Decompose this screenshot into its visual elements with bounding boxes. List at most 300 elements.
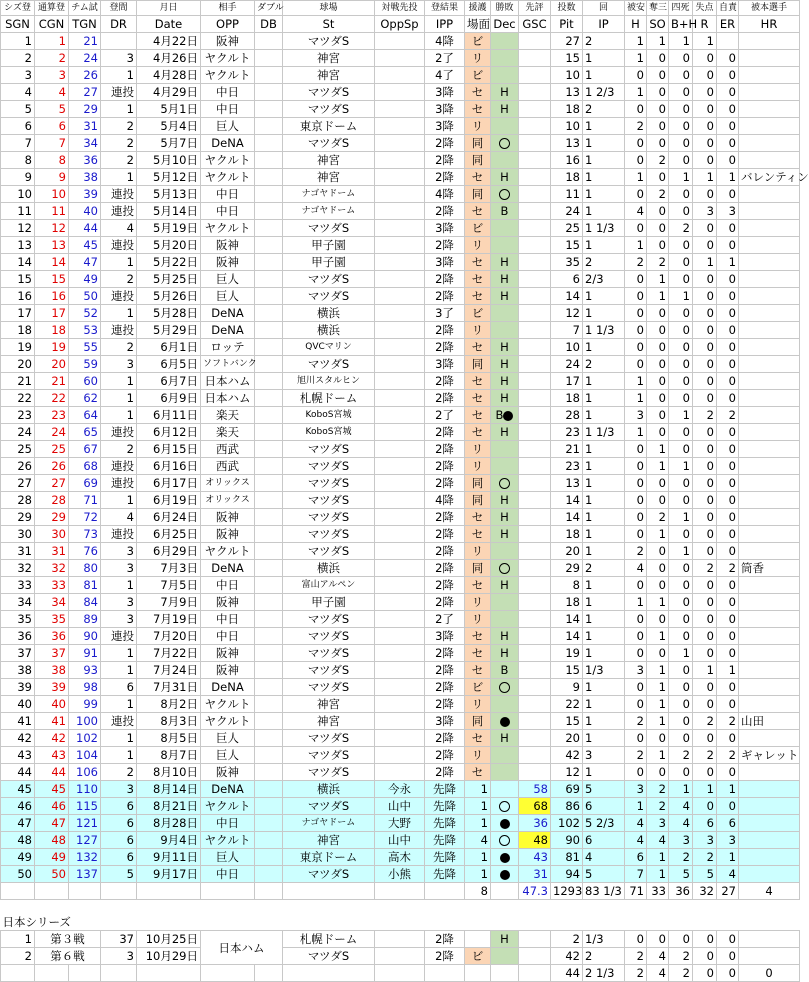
cgn-cell: 13 [35, 237, 69, 254]
ip-cell: 1 [583, 390, 625, 407]
h-cell: 0 [625, 458, 647, 475]
series-stadium: 札幌ドーム [283, 931, 375, 948]
win-mark-icon [499, 138, 510, 149]
pit-cell: 15 [551, 713, 583, 730]
bh-cell: 1 [669, 781, 693, 798]
opp-cell: ヤクルト [201, 169, 255, 186]
db-cell [255, 441, 283, 458]
tgn-cell: 110 [69, 781, 101, 798]
r-cell: 0 [693, 696, 717, 713]
ipp-cell: 2降 [425, 441, 465, 458]
opp-cell: 楽天 [201, 407, 255, 424]
series-er: 0 [717, 948, 739, 965]
series-opp: 日本ハム [201, 931, 283, 965]
oppsp-cell [375, 730, 425, 747]
win-mark-icon [499, 478, 510, 489]
date-cell: 6月17日 [137, 475, 201, 492]
spacer [1, 900, 800, 915]
dec-cell [491, 611, 519, 628]
opp-cell: 阪神 [201, 526, 255, 543]
tgn-cell: 115 [69, 798, 101, 815]
table-row [1, 696, 800, 713]
gsc-cell: 36 [519, 815, 551, 832]
opp-cell: 楽天 [201, 424, 255, 441]
dr-cell: 連投 [101, 322, 137, 339]
bh-cell: 0 [669, 526, 693, 543]
er-cell: 0 [717, 679, 739, 696]
loss-mark-icon [500, 853, 510, 863]
bh-cell: 5 [669, 866, 693, 883]
opp-cell: 中日 [201, 101, 255, 118]
dec-cell: H [491, 373, 519, 390]
ipp-cell: 3降 [425, 118, 465, 135]
cgn-cell: 50 [35, 866, 69, 883]
gsc-cell: 48 [519, 832, 551, 849]
stadium-cell: 東京ドーム [283, 118, 375, 135]
scene-cell: セ [465, 730, 491, 747]
ipp-cell: 2降 [425, 594, 465, 611]
stadium-cell: マツダS [283, 628, 375, 645]
opp-cell: 阪神 [201, 254, 255, 271]
cgn-cell: 17 [35, 305, 69, 322]
hr-cell [739, 696, 800, 713]
h-cell: 4 [625, 203, 647, 220]
table-cell [465, 965, 491, 982]
pit-cell: 35 [551, 254, 583, 271]
loss-mark-icon [500, 717, 510, 727]
cgn-cell: 24 [35, 424, 69, 441]
tgn-cell: 21 [69, 33, 101, 50]
sgn-cell: 24 [1, 424, 35, 441]
pit-cell: 15 [551, 662, 583, 679]
sgn-cell: 9 [1, 169, 35, 186]
h-cell: 3 [625, 407, 647, 424]
cgn-cell: 43 [35, 747, 69, 764]
r-cell: 0 [693, 135, 717, 152]
db-cell [255, 458, 283, 475]
so-cell: 2 [647, 798, 669, 815]
pit-cell: 14 [551, 509, 583, 526]
r-cell: 5 [693, 866, 717, 883]
bh-cell: 1 [669, 288, 693, 305]
sgn-cell: 33 [1, 577, 35, 594]
gsc-cell [519, 254, 551, 271]
stadium-cell: マツダS [283, 271, 375, 288]
tgn-cell: 71 [69, 492, 101, 509]
er-cell: 0 [717, 84, 739, 101]
scene-cell: セ [465, 628, 491, 645]
oppsp-cell [375, 203, 425, 220]
pit-cell: 15 [551, 50, 583, 67]
db-cell [255, 560, 283, 577]
dr-cell: 1 [101, 696, 137, 713]
er-cell: 0 [717, 152, 739, 169]
hr-cell [739, 373, 800, 390]
tgn-cell: 55 [69, 339, 101, 356]
date-cell: 8月3日 [137, 713, 201, 730]
db-cell [255, 679, 283, 696]
gsc-cell [519, 696, 551, 713]
r-cell: 0 [693, 220, 717, 237]
opp-cell: 中日 [201, 186, 255, 203]
ipp-cell: 2降 [425, 645, 465, 662]
series-pit: 2 [551, 931, 583, 948]
oppsp-cell [375, 322, 425, 339]
bh-cell: 0 [669, 101, 693, 118]
sgn-cell: 8 [1, 152, 35, 169]
dr-cell: 1 [101, 169, 137, 186]
db-cell [255, 747, 283, 764]
win-mark-icon [499, 801, 510, 812]
ip-cell: 1 [583, 475, 625, 492]
hr-cell [739, 543, 800, 560]
scene-cell: 同 [465, 186, 491, 203]
scene-cell: リ [465, 237, 491, 254]
stadium-cell: マツダS [283, 798, 375, 815]
ipp-cell: 2降 [425, 662, 465, 679]
table-row [1, 679, 800, 696]
oppsp-cell [375, 441, 425, 458]
ip-cell: 2 [583, 101, 625, 118]
series-total-ip: 2 1/3 [583, 965, 625, 982]
so-cell: 1 [647, 288, 669, 305]
opp-cell: 巨人 [201, 747, 255, 764]
hr-cell [739, 390, 800, 407]
sgn-cell: 21 [1, 373, 35, 390]
oppsp-cell: 小熊 [375, 866, 425, 883]
ipp-cell: 2降 [425, 509, 465, 526]
oppsp-cell [375, 747, 425, 764]
pit-cell: 81 [551, 849, 583, 866]
so-cell: 0 [647, 424, 669, 441]
cgn-cell: 2 [35, 50, 69, 67]
stadium-cell: マツダS [283, 441, 375, 458]
so-cell: 1 [647, 679, 669, 696]
r-cell: 0 [693, 390, 717, 407]
bh-cell: 0 [669, 713, 693, 730]
ipp-cell: 先降 [425, 815, 465, 832]
table-row [1, 832, 800, 849]
ip-cell: 1 [583, 305, 625, 322]
ipp-cell: 3降 [425, 628, 465, 645]
ipp-cell: 2降 [425, 679, 465, 696]
win-mark-icon [499, 682, 510, 693]
cgn-cell: 16 [35, 288, 69, 305]
gsc-cell [519, 288, 551, 305]
sgn-cell: 47 [1, 815, 35, 832]
er-cell: 0 [717, 424, 739, 441]
ip-cell: 1 [583, 373, 625, 390]
hr-cell [739, 832, 800, 849]
ip-cell: 1 [583, 135, 625, 152]
dr-cell: 連投 [101, 526, 137, 543]
dec-cell [491, 713, 519, 730]
scene-cell: ビ [465, 220, 491, 237]
scene-cell: セ [465, 339, 491, 356]
scene-cell: セ [465, 271, 491, 288]
db-cell [255, 220, 283, 237]
h-cell: 0 [625, 305, 647, 322]
header-cell: SO [647, 16, 669, 33]
pit-cell: 20 [551, 543, 583, 560]
tgn-cell: 59 [69, 356, 101, 373]
series-row [1, 948, 800, 965]
bh-cell: 0 [669, 271, 693, 288]
hr-cell [739, 628, 800, 645]
h-cell: 0 [625, 288, 647, 305]
h-cell: 0 [625, 628, 647, 645]
h-cell: 0 [625, 356, 647, 373]
tgn-cell: 60 [69, 373, 101, 390]
header-cell: 被本選手 [739, 1, 800, 16]
db-cell [255, 254, 283, 271]
scene-cell: セ [465, 526, 491, 543]
r-cell: 0 [693, 424, 717, 441]
ip-cell: 1 [583, 526, 625, 543]
ip-cell: 1 [583, 645, 625, 662]
gsc-cell [519, 424, 551, 441]
bh-cell: 0 [669, 424, 693, 441]
so-cell: 0 [647, 475, 669, 492]
hr-cell [739, 288, 800, 305]
cgn-cell: 5 [35, 101, 69, 118]
so-cell: 0 [647, 220, 669, 237]
ipp-cell: 2了 [425, 407, 465, 424]
so-cell: 0 [647, 322, 669, 339]
dec-cell [491, 322, 519, 339]
gsc-cell [519, 543, 551, 560]
h-cell: 0 [625, 509, 647, 526]
so-cell: 1 [647, 33, 669, 50]
date-cell: 9月11日 [137, 849, 201, 866]
cgn-cell: 47 [35, 815, 69, 832]
gsc-cell [519, 50, 551, 67]
r-cell: 0 [693, 798, 717, 815]
ip-cell: 5 [583, 781, 625, 798]
ipp-cell: 2降 [425, 203, 465, 220]
date-cell: 9月4日 [137, 832, 201, 849]
loss-mark-icon [500, 870, 510, 880]
ip-cell: 5 2/3 [583, 815, 625, 832]
db-cell [255, 594, 283, 611]
er-cell: 0 [717, 305, 739, 322]
stadium-cell: マツダS [283, 764, 375, 781]
r-cell: 0 [693, 271, 717, 288]
table-row [1, 135, 800, 152]
totals-row [1, 883, 800, 900]
bh-cell: 1 [669, 543, 693, 560]
sgn-cell: 34 [1, 594, 35, 611]
series-bh: 0 [669, 931, 693, 948]
date-cell: 5月10日 [137, 152, 201, 169]
stadium-cell: マツダS [283, 543, 375, 560]
oppsp-cell [375, 84, 425, 101]
gsc-cell [519, 628, 551, 645]
series-title-row [1, 914, 800, 931]
tgn-cell: 127 [69, 832, 101, 849]
r-cell: 0 [693, 492, 717, 509]
oppsp-cell [375, 764, 425, 781]
pit-cell: 90 [551, 832, 583, 849]
h-cell: 2 [625, 747, 647, 764]
scene-cell: セ [465, 373, 491, 390]
tgn-cell: 44 [69, 220, 101, 237]
ip-cell: 1 [583, 696, 625, 713]
table-row [1, 186, 800, 203]
dec-cell [491, 747, 519, 764]
dec-cell: H [491, 424, 519, 441]
header-cell: CGN [35, 16, 69, 33]
er-cell: 0 [717, 118, 739, 135]
h-cell: 1 [625, 798, 647, 815]
r-cell: 0 [693, 611, 717, 628]
er-cell: 1 [717, 662, 739, 679]
pit-cell: 10 [551, 67, 583, 84]
db-cell [255, 628, 283, 645]
table-row [1, 84, 800, 101]
gsc-cell [519, 526, 551, 543]
gsc-cell [519, 356, 551, 373]
opp-cell: ヤクルト [201, 713, 255, 730]
hr-cell [739, 781, 800, 798]
header-cell: 球場 [283, 1, 375, 16]
hr-cell: ギャレット [739, 747, 800, 764]
pit-cell: 12 [551, 305, 583, 322]
ipp-cell: 3降 [425, 220, 465, 237]
tgn-cell: 62 [69, 390, 101, 407]
table-row [1, 152, 800, 169]
table-row [1, 611, 800, 628]
cgn-cell: 7 [35, 135, 69, 152]
er-cell: 0 [717, 373, 739, 390]
header-cell: HR [739, 16, 800, 33]
stadium-cell: 甲子園 [283, 237, 375, 254]
series-bh: 2 [669, 948, 693, 965]
gsc-cell [519, 645, 551, 662]
cgn-cell: 3 [35, 67, 69, 84]
sgn-cell: 2 [1, 50, 35, 67]
stadium-cell: マツダS [283, 730, 375, 747]
ip-cell: 6 [583, 832, 625, 849]
hr-cell [739, 407, 800, 424]
dec-cell: H [491, 390, 519, 407]
oppsp-cell [375, 577, 425, 594]
er-cell: 2 [717, 713, 739, 730]
pit-cell: 102 [551, 815, 583, 832]
series-total-r: 0 [693, 965, 717, 982]
er-cell: 0 [717, 356, 739, 373]
so-cell: 3 [647, 815, 669, 832]
r-cell: 0 [693, 730, 717, 747]
hr-cell [739, 305, 800, 322]
h-cell: 1 [625, 84, 647, 101]
total-ip: 83 1/3 [583, 883, 625, 900]
table-cell [1, 965, 35, 982]
date-cell: 6月24日 [137, 509, 201, 526]
ip-cell: 1 [583, 169, 625, 186]
hr-cell [739, 815, 800, 832]
date-cell: 5月14日 [137, 203, 201, 220]
pit-cell: 12 [551, 764, 583, 781]
pit-cell: 14 [551, 288, 583, 305]
dec-cell [491, 458, 519, 475]
opp-cell: 中日 [201, 577, 255, 594]
hr-cell [739, 492, 800, 509]
so-cell: 0 [647, 764, 669, 781]
so-cell: 0 [647, 67, 669, 84]
db-cell [255, 526, 283, 543]
er-cell: 0 [717, 611, 739, 628]
opp-cell: ヤクルト [201, 798, 255, 815]
pit-cell: 16 [551, 152, 583, 169]
so-cell: 1 [647, 662, 669, 679]
ip-cell: 1 [583, 203, 625, 220]
er-cell: 0 [717, 237, 739, 254]
sgn-cell: 42 [1, 730, 35, 747]
cgn-cell: 18 [35, 322, 69, 339]
cgn-cell: 44 [35, 764, 69, 781]
pit-cell: 10 [551, 118, 583, 135]
gsc-cell [519, 747, 551, 764]
oppsp-cell [375, 645, 425, 662]
bh-cell: 4 [669, 815, 693, 832]
sgn-cell: 7 [1, 135, 35, 152]
pit-cell: 20 [551, 730, 583, 747]
ip-cell: 1 1/3 [583, 322, 625, 339]
bh-cell: 0 [669, 373, 693, 390]
h-cell: 0 [625, 475, 647, 492]
loss-mark-icon [500, 819, 510, 829]
date-cell: 5月1日 [137, 101, 201, 118]
stadium-cell: マツダS [283, 509, 375, 526]
gsc-cell [519, 509, 551, 526]
ipp-cell: 2降 [425, 271, 465, 288]
series-stadium: マツダS [283, 948, 375, 965]
opp-cell: ヤクルト [201, 50, 255, 67]
dr-cell: 1 [101, 254, 137, 271]
oppsp-cell [375, 373, 425, 390]
header-cell: IPP [425, 16, 465, 33]
table-cell [739, 948, 800, 965]
sgn-cell: 25 [1, 441, 35, 458]
hr-cell [739, 764, 800, 781]
tgn-cell: 67 [69, 441, 101, 458]
cgn-cell: 39 [35, 679, 69, 696]
dec-cell: H [491, 271, 519, 288]
tgn-cell: 31 [69, 118, 101, 135]
dr-cell: 連投 [101, 288, 137, 305]
scene-cell: 1 [465, 798, 491, 815]
table-cell [425, 965, 465, 982]
tgn-cell: 68 [69, 458, 101, 475]
bh-cell: 0 [669, 594, 693, 611]
dec-cell: H [491, 931, 519, 948]
oppsp-cell: 山中 [375, 798, 425, 815]
ipp-cell: 2降 [425, 747, 465, 764]
scene-cell: 同 [465, 135, 491, 152]
table-row [1, 509, 800, 526]
oppsp-cell [375, 339, 425, 356]
hr-cell [739, 220, 800, 237]
so-cell: 0 [647, 560, 669, 577]
er-cell [717, 33, 739, 50]
date-cell: 5月13日 [137, 186, 201, 203]
header-cell: 通算登 [35, 1, 69, 16]
dec-cell [491, 594, 519, 611]
date-cell: 8月14日 [137, 781, 201, 798]
gsc-cell [519, 560, 551, 577]
stadium-cell: マツダS [283, 475, 375, 492]
